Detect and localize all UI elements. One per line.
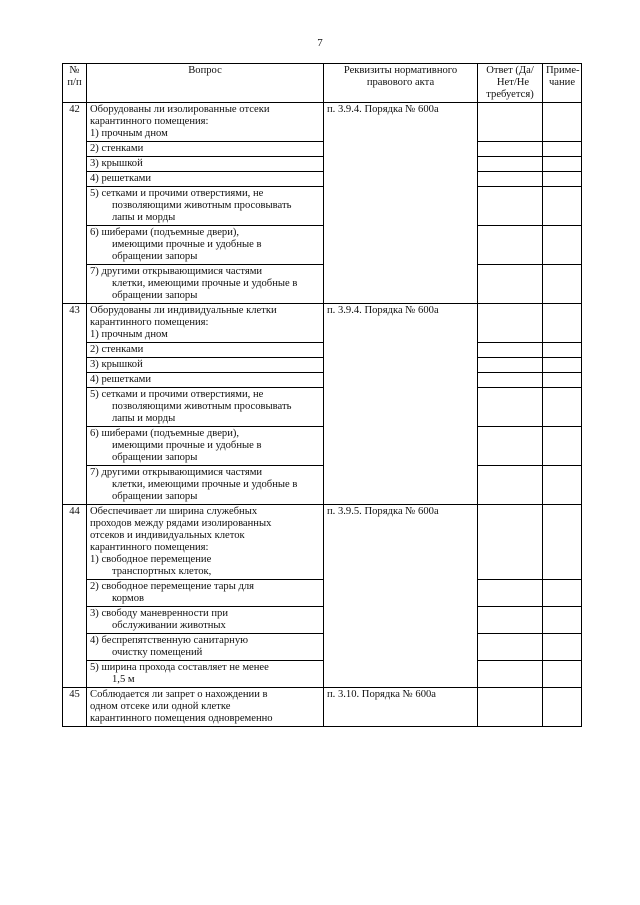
answer-cell [478,466,543,505]
cell-line: имеющими прочные и удобные в [112,440,262,451]
question-cell [87,103,324,142]
answer-cell [478,142,543,157]
header-act [324,64,478,103]
note-cell [543,373,582,388]
table-body [63,103,582,727]
cell-line: 5) сетками и прочими отверстиями, не [90,389,264,400]
cell-line: обращении запоры [112,290,198,301]
question-item-cell [87,427,324,466]
cell-line: Оборудованы ли изолированные отсеки [90,104,270,115]
note-cell [543,580,582,607]
table-row [63,661,582,688]
header-note [543,64,582,103]
cell-line: 3) крышкой [90,158,143,169]
cell-line: позволяющими животным просовывать [112,200,292,211]
table-row [63,688,582,727]
row-number: 44 [63,505,87,688]
cell-line: 5) ширина прохода составляет не менее [90,662,269,673]
header-num-line: п/п [67,77,82,88]
cell-line: 4) решетками [90,374,152,385]
cell-line: карантинного помещения: [90,542,209,553]
question-item-cell [87,265,324,304]
note-cell [543,466,582,505]
question-item-cell [87,142,324,157]
question-item-cell [87,358,324,373]
question-item-cell [87,157,324,172]
note-cell [543,142,582,157]
cell-line: обращении запоры [112,452,198,463]
cell-line: обращении запоры [112,491,198,502]
cell-line: клетки, имеющими прочные и удобные в [112,479,298,490]
header-note-line: чание [548,77,576,88]
table-row [63,172,582,187]
answer-cell [478,343,543,358]
note-cell [543,157,582,172]
table-row [63,634,582,661]
answer-cell [478,157,543,172]
cell-line: Соблюдается ли запрет о нахождении в [90,689,268,700]
row-number: 42 [63,103,87,304]
note-cell [543,505,582,580]
table-row [63,187,582,226]
question-item-cell [87,634,324,661]
header-act-line: правового акта [366,77,435,88]
cell-line: карантинного помещения: [90,116,209,127]
cell-line: 1) прочным дном [90,329,168,340]
header-answer-line: Ответ (Да/ [486,65,534,76]
cell-line: Оборудованы ли индивидуальные клетки [90,305,277,316]
header-answer [478,64,543,103]
answer-cell [478,661,543,688]
cell-line: одном отсеке или одной клетке [90,701,231,712]
cell-line: 2) свободное перемещение тары для [90,581,255,592]
question-item-cell [87,607,324,634]
note-cell [543,388,582,427]
cell-line: отсеков и индивидуальных клеток [90,530,245,541]
table-row [63,388,582,427]
table-header-row [63,64,582,103]
row-number: 45 [63,688,87,727]
cell-line: 7) другими открывающимися частями [90,467,263,478]
cell-line: транспортных клеток, [112,566,212,577]
table-row [63,580,582,607]
note-cell [543,187,582,226]
cell-line: 6) шиберами (подъемные двери), [90,227,240,238]
note-cell [543,358,582,373]
cell-line: позволяющими животным просовывать [112,401,292,412]
cell-line: Обеспечивает ли ширина служебных [90,506,258,517]
header-num [63,64,87,103]
page-number: 7 [317,37,323,49]
cell-line: 3) крышкой [90,359,143,370]
note-cell [543,343,582,358]
header-num-line: № [69,65,80,76]
table-row [63,226,582,265]
header-answer-line: Нет/Не [496,77,530,88]
table-row [63,304,582,343]
cell-line: клетки, имеющими прочные и удобные в [112,278,298,289]
header-question: Вопрос [87,64,324,103]
cell-line: карантинного помещения: [90,317,209,328]
cell-line: проходов между рядами изолированных [90,518,272,529]
cell-line: обращении запоры [112,251,198,262]
table-row [63,466,582,505]
table-row [63,343,582,358]
answer-cell [478,373,543,388]
note-cell [543,688,582,727]
question-item-cell [87,466,324,505]
note-cell [543,427,582,466]
cell-line: обслуживании животных [112,620,226,631]
header-answer-line: требуется) [486,89,534,100]
table-row [63,142,582,157]
answer-cell [478,187,543,226]
answer-cell [478,505,543,580]
cell-line: 7) другими открывающимися частями [90,266,263,277]
cell-line: 2) стенками [90,344,144,355]
act-cell: п. 3.10. Порядка № 600а [324,688,478,727]
note-cell [543,103,582,142]
row-number: 43 [63,304,87,505]
answer-cell [478,226,543,265]
note-cell [543,226,582,265]
cell-line: 1) свободное перемещение [90,554,212,565]
answer-cell [478,304,543,343]
question-cell [87,688,324,727]
table-row [63,427,582,466]
act-cell: п. 3.9.4. Порядка № 600а [324,304,478,505]
header-note-line: Приме- [546,65,580,76]
cell-line: лапы и морды [112,413,176,424]
cell-line: лапы и морды [112,212,176,223]
answer-cell [478,427,543,466]
note-cell [543,265,582,304]
question-item-cell [87,226,324,265]
answer-cell [478,265,543,304]
table-row [63,373,582,388]
answer-cell [478,688,543,727]
question-item-cell [87,187,324,226]
answer-cell [478,103,543,142]
cell-line: имеющими прочные и удобные в [112,239,262,250]
cell-line: карантинного помещения одновременно [90,713,273,724]
question-item-cell [87,580,324,607]
question-item-cell [87,388,324,427]
cell-line: кормов [112,593,145,604]
cell-line: 2) стенками [90,143,144,154]
cell-line: 1,5 м [112,674,135,685]
act-cell: п. 3.9.4. Порядка № 600а [324,103,478,304]
question-item-cell [87,343,324,358]
table-row [63,265,582,304]
table-row [63,358,582,373]
cell-line: 5) сетками и прочими отверстиями, не [90,188,264,199]
answer-cell [478,358,543,373]
question-item-cell [87,172,324,187]
cell-line: 1) прочным дном [90,128,168,139]
cell-line: 6) шиберами (подъемные двери), [90,428,240,439]
note-cell [543,172,582,187]
table-row [63,607,582,634]
question-item-cell [87,661,324,688]
checklist-table [62,63,582,727]
note-cell [543,607,582,634]
question-item-cell [87,373,324,388]
question-cell [87,304,324,343]
answer-cell [478,172,543,187]
table-row [63,505,582,580]
table-row [63,103,582,142]
cell-line: 4) беспрепятственную санитарную [90,635,249,646]
answer-cell [478,388,543,427]
answer-cell [478,580,543,607]
table-row [63,157,582,172]
note-cell [543,661,582,688]
note-cell [543,634,582,661]
question-cell [87,505,324,580]
cell-line: 4) решетками [90,173,152,184]
answer-cell [478,607,543,634]
note-cell [543,304,582,343]
header-act-line: Реквизиты нормативного [343,65,458,76]
act-cell: п. 3.9.5. Порядка № 600а [324,505,478,688]
cell-line: очистку помещений [112,647,203,658]
cell-line: 3) свободу маневренности при [90,608,229,619]
answer-cell [478,634,543,661]
